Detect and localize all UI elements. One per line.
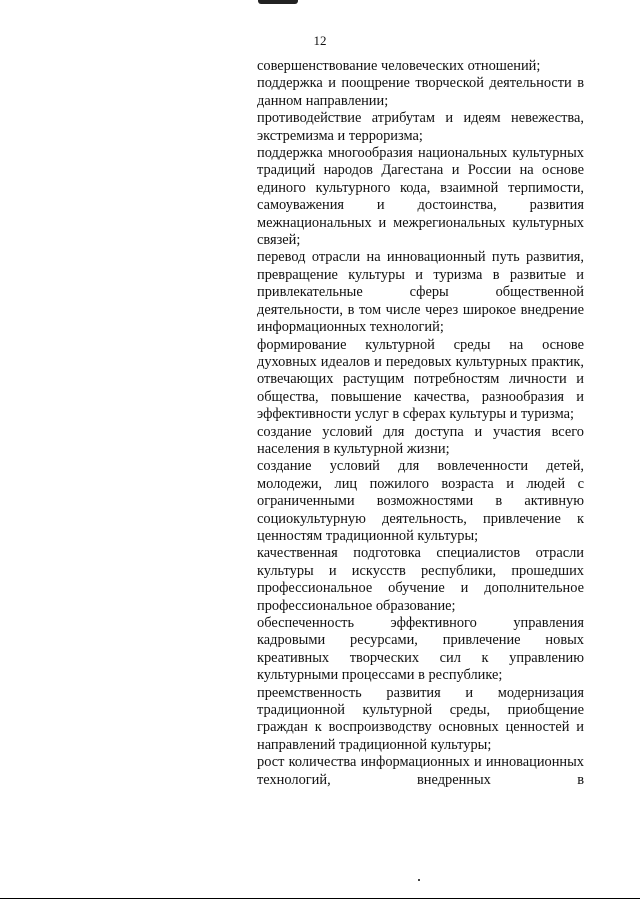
list-item: противодействие атрибутам и идеям невежества, экстремизма и терроризма; <box>257 110 584 144</box>
page-number: 12 <box>313 33 327 48</box>
list-item: совершенствование человеческих отношений; <box>257 58 541 74</box>
list-item: преемственность развития и модернизация традиционной культурной среды, приобщение граждан к воспроизводству основных ценностей и направлений традиционной культуры; <box>257 684 584 753</box>
list-item: создание условий для вовлеченности детей, молодежи, лиц пожилого возраста и людей с ограниченными возможностями в активную социокультурную деятельность, привлечение к ценностям традиционной культуры; <box>257 458 584 544</box>
list-item: рост количества информационных и инновационных технологий, внедренных в <box>257 754 584 788</box>
list-item: перевод отрасли на инновационный путь развития, превращение культуры и туризма в развитые и привлекательные сферы общественной деятельности, в том числе через широкое внедрение информационных технологий; <box>257 249 584 336</box>
list-item: создание условий для доступа и участия всего населения в культурной жизни; <box>257 423 584 457</box>
list-item: качественная подготовка специалистов отрасли культуры и искусств республики, прошедших профессиональное обучение и дополнительное профессиональное образование; <box>257 545 584 614</box>
page-bottom-edge <box>0 898 640 899</box>
scan-speck <box>418 879 420 881</box>
scan-mark <box>258 0 298 4</box>
list-item: формирование культурной среды на основе духовных идеалов и передовых культурных практик, отвечающих растущим потребностям личности и общества, повышение качества, разнообразия и эффективности услуг в сферах культуры и туризма; <box>257 336 584 423</box>
list-item: поддержка многообразия национальных культурных традиций народов Дагестана и России на основе единого культурного кода, взаимной терпимости, самоуважения и достоинства, развития межнациональных и межрегиональных культурных связей; <box>257 145 584 249</box>
list-item: обеспеченность эффективного управления кадровыми ресурсами, привлечение новых креативных творческих сил к управлению культурными процессами в республике; <box>257 615 584 684</box>
list-item: поддержка и поощрение творческой деятельности в данном направлении; <box>257 75 584 109</box>
document-body <box>257 58 584 789</box>
